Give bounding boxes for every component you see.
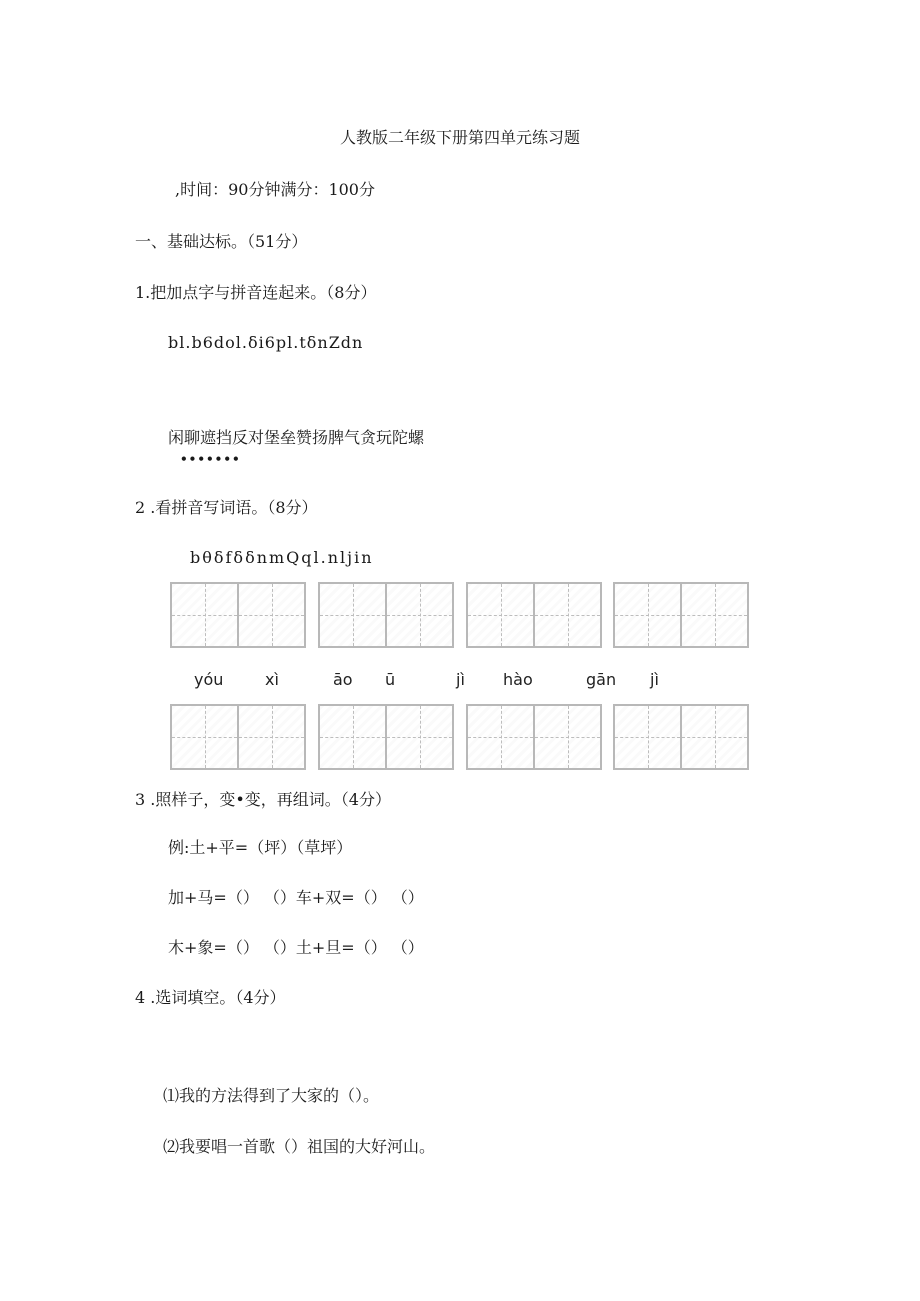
pinyin-label: xì xyxy=(265,670,279,689)
writing-grid-row-2 xyxy=(170,704,750,772)
question-3-line-2: 木+象=（） （）土+旦=（） （） xyxy=(168,938,424,957)
pinyin-label: hào xyxy=(503,670,533,689)
writing-box-pair[interactable] xyxy=(318,704,454,770)
writing-box-pair[interactable] xyxy=(613,582,749,648)
question-4-item-2: ⑵我要唱一首歌（）祖国的大好河山。 xyxy=(163,1137,436,1156)
writing-box-pair[interactable] xyxy=(466,582,602,648)
writing-box-pair[interactable] xyxy=(318,582,454,648)
pinyin-label: ū xyxy=(385,670,396,689)
question-1-pinyin: bl.b6dol.δi6pl.tδnZdn xyxy=(168,333,364,352)
writing-box-pair[interactable] xyxy=(170,582,306,648)
question-4-heading: 4 .选词填空。（4分） xyxy=(135,988,286,1007)
question-1-heading: 1.把加点字与拼音连起来。（8分） xyxy=(135,283,377,302)
question-2-pinyin-top: bθδfδδnmQql.nljin xyxy=(190,548,374,567)
writing-box-pair[interactable] xyxy=(170,704,306,770)
pinyin-label: jì xyxy=(650,670,659,689)
question-1-words: 闲聊遮挡反对堡垒赞扬脾气贪玩陀螺 xyxy=(168,428,425,447)
writing-grid-row-1 xyxy=(170,582,750,650)
pinyin-label: yóu xyxy=(194,670,224,689)
writing-box-pair[interactable] xyxy=(613,704,749,770)
question-3-heading: 3 .照样子，变•变，再组词。（4分） xyxy=(135,790,391,809)
section-heading: 一、基础达标。（51分） xyxy=(135,232,308,251)
pinyin-label: jì xyxy=(456,670,465,689)
question-3-example: 例:土+平=（坪）（草坪） xyxy=(168,838,353,857)
pinyin-label: gān xyxy=(586,670,617,689)
emphasis-dots: ••••••• xyxy=(180,452,241,466)
writing-box-pair[interactable] xyxy=(466,704,602,770)
exam-meta: ,时间：90分钟满分：100分 xyxy=(175,180,375,199)
pinyin-label: āo xyxy=(333,670,353,689)
page-title: 人教版二年级下册第四单元练习题 xyxy=(339,128,580,147)
question-2-heading: 2 .看拼音写词语。（8分） xyxy=(135,498,318,517)
question-4-item-1: ⑴我的方法得到了大家的（）。 xyxy=(163,1086,380,1105)
question-3-line-1: 加+马=（） （）车+双=（） （） xyxy=(168,888,424,907)
